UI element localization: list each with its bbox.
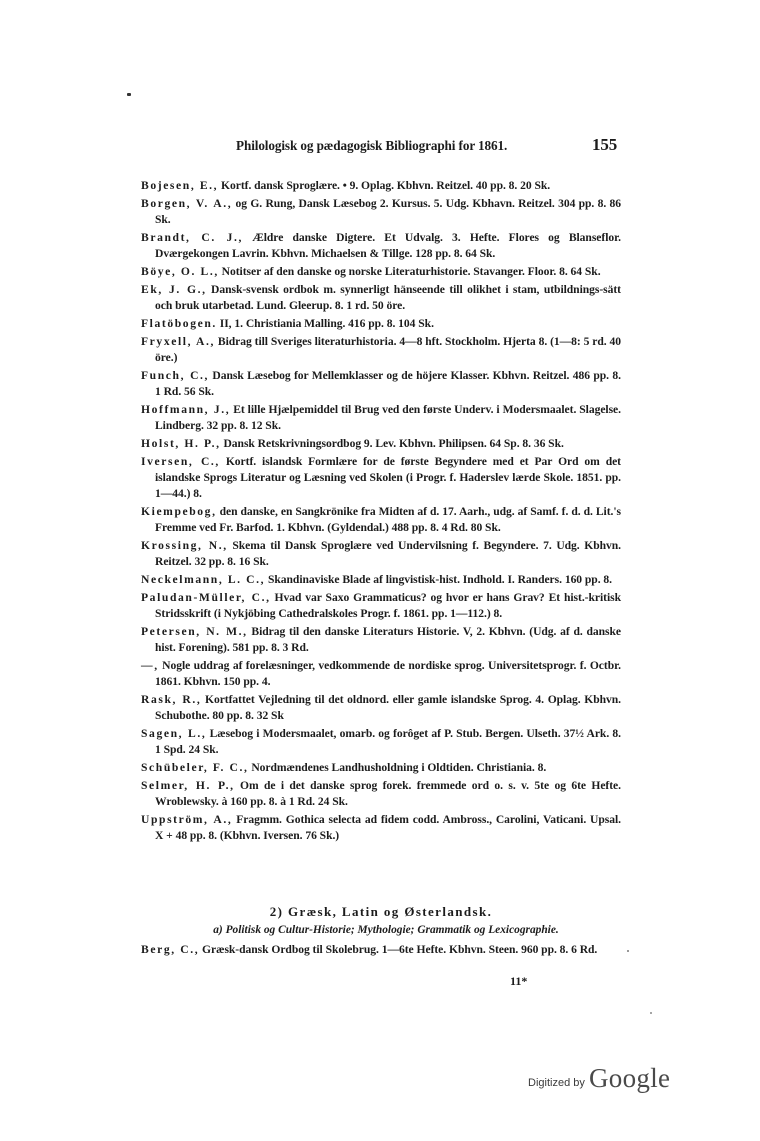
bibliography-entry	[141, 436, 621, 452]
bibliography-entry	[141, 454, 621, 502]
entry-author: Brandt, C. J.,	[141, 231, 244, 244]
bibliography-entry	[141, 196, 621, 228]
bibliography-entry	[141, 504, 621, 536]
entry-text: og G. Rung, Dansk Læsebog 2. Kursus. 5. Udg. Kbhavn. Reitzel. 304 pp. 8. 86 Sk.	[155, 197, 621, 226]
entry-author: Sagen, L.,	[141, 727, 207, 740]
entry-text: Dansk-svensk ordbok m. synnerligt hänseende till olikhet i stam, utbildnings-sätt och bruk utarbetad. Lund. Gleerup. 8. 1 rd. 50 öre.	[155, 283, 621, 312]
entry-text: Fragmm. Gothica selecta ad fidem codd. Ambross., Carolini, Vaticani. Upsal. X + 48 pp. 8. (Kbhvn. Iversen. 76 Sk.)	[155, 813, 621, 842]
entry-text: Skandinaviske Blade af lingvistisk-hist. Indhold. I. Randers. 160 pp. 8.	[265, 573, 612, 586]
watermark-prefix: Digitized by	[528, 1077, 585, 1089]
bibliography-entry	[141, 316, 621, 332]
ink-speck	[627, 950, 629, 952]
entry-author: Petersen, N. M.,	[141, 625, 248, 638]
entry-author: Berg, C.,	[141, 943, 200, 956]
entry-author: Bojesen, E.,	[141, 179, 219, 192]
entry-text: Kortf. islandsk Formlære for de første Begyndere med et Par Ord om det islandske Sprogs Literatur og Læsning ved Skolen (i Progr. f. Haderslev lærde Skole. 1851. pp. 1—44.) 8.	[155, 455, 621, 500]
entry-text: Kortf. dansk Sproglære. • 9. Oplag. Kbhvn. Reitzel. 40 pp. 8. 20 Sk.	[218, 179, 551, 192]
bibliography-list-section-2	[141, 942, 621, 960]
entry-author: Selmer, H. P.,	[141, 779, 235, 792]
bibliography-entry	[141, 658, 621, 690]
entry-text: Dansk Retskrivningsordbog 9. Lev. Kbhvn. Philipsen. 64 Sp. 8. 36 Sk.	[220, 437, 564, 450]
entry-text: den danske, en Sangkrönike fra Midten af d. 17. Aarh., udg. af Samf. f. d. d. Lit.'s Fremme ved Fr. Barfod. 1. Kbhvn. (Gyldendal.) 488 pp. 8. 4 Rd. 80 Sk.	[155, 505, 621, 534]
bibliography-entry	[141, 368, 621, 400]
entry-author: Neckelmann, L. C.,	[141, 573, 266, 586]
google-logo: Google	[589, 1063, 671, 1093]
running-header	[232, 136, 628, 156]
bibliography-entry	[141, 178, 621, 194]
bibliography-entry	[141, 726, 621, 758]
entry-text: Hvad var Saxo Grammaticus? og hvor er hans Grav? Et hist.-kritisk Stridsskrift (i Nykjöbing Cathedralskoles Progr. f. 1861. pp. 1—112.) 8.	[155, 591, 622, 620]
entry-text: Bidrag til den danske Literaturs Historie. V, 2. Kbhvn. (Udg. af d. danske hist. Forening). 581 pp. 8. 3 Rd.	[155, 625, 622, 654]
entry-text: Et lille Hjælpemiddel til Brug ved den første Underv. i Modersmaalet. Slagelse. Lindberg. 32 pp. 8. 12 Sk.	[155, 403, 622, 432]
bibliography-entry	[141, 590, 621, 622]
entry-author: Ek, J. G.,	[141, 283, 207, 296]
entry-author: Uppström, A.,	[141, 813, 233, 826]
entry-text: Læsebog i Modersmaalet, omarb. og forôget af P. Stub. Bergen. Ulseth. 37½ Ark. 8. 1 Spd. 24 Sk.	[155, 727, 621, 756]
entry-author: Kiempebog,	[141, 505, 217, 518]
entry-author: Krossing, N.,	[141, 539, 228, 552]
entry-author: —,	[141, 659, 159, 672]
bibliography-entry	[141, 778, 621, 810]
entry-author: Schübeler, F. C.,	[141, 761, 249, 774]
bibliography-entry	[141, 572, 621, 588]
bibliography-entry	[141, 624, 621, 656]
entry-author: Holst, H. P.,	[141, 437, 221, 450]
page-number: 155	[592, 135, 618, 154]
entry-author: Rask, R.,	[141, 693, 202, 706]
bibliography-entry	[141, 402, 621, 434]
ink-speck	[127, 93, 131, 96]
entry-text: Kortfattet Vejledning til det oldnord. eller gamle islandske Sprog. 4. Oplag. Kbhvn. Schubothe. 80 pp. 8. 32 Sk	[155, 693, 621, 722]
entry-text: II, 1. Christiania Malling. 416 pp. 8. 104 Sk.	[216, 317, 434, 330]
entry-text: Græsk-dansk Ordbog til Skolebrug. 1—6te Hefte. Kbhvn. Steen. 960 pp. 8. 6 Rd.	[199, 943, 598, 956]
signature-mark: 11*	[510, 974, 528, 988]
bibliography-entry	[141, 264, 621, 280]
entry-text: Bidrag till Sveriges literaturhistoria. 4—8 hft. Stockholm. Hjerta 8. (1—8: 5 rd. 40 öre.)	[155, 335, 622, 364]
entry-text: Dansk Læsebog for Mellemklasser og de höjere Klasser. Kbhvn. Reitzel. 486 pp. 8. 1 Rd. 56 Sk.	[155, 369, 621, 398]
bibliography-list	[141, 178, 621, 846]
section-heading: 2) Græsk, Latin og Østerlandsk.	[269, 904, 493, 919]
entry-author: Paludan-Müller, C.,	[141, 591, 271, 604]
bibliography-entry	[141, 334, 621, 366]
entry-text: Nordmændenes Landhusholdning i Oldtiden. Christiania. 8.	[248, 761, 547, 774]
entry-text: Ældre danske Digtere. Et Udvalg. 3. Hefte. Flores og Blanseflor. Dværgekongen Lavrin. Kbhvn. Michaelsen & Tillge. 128 pp. 8. 64 Sk.	[155, 231, 621, 260]
entry-author: Flatöbogen.	[141, 317, 217, 330]
entry-author: Hoffmann, J.,	[141, 403, 231, 416]
bibliography-entry	[141, 942, 621, 958]
entry-author: Böye, O. L.,	[141, 265, 219, 278]
ink-speck	[650, 1012, 652, 1014]
entry-author: Borgen, V. A.,	[141, 197, 233, 210]
bibliography-entry	[141, 230, 621, 262]
digitized-watermark	[528, 1063, 688, 1097]
bibliography-entry	[141, 692, 621, 724]
bibliography-entry	[141, 538, 621, 570]
entry-author: Iversen, C.,	[141, 455, 220, 468]
entry-text: Skema til Dansk Sproglære ved Undervilsning f. Begyndere. 7. Udg. Kbhvn. Reitzel. 32 pp. 8. 16 Sk.	[155, 539, 621, 568]
entry-text: Nogle uddrag af forelæsninger, vedkommende de nordiske sprog. Universitetsprogr. f. Octbr. 1861. Kbhvn. 150 pp. 4.	[155, 659, 621, 688]
bibliography-entry	[141, 282, 621, 314]
subsection-heading: a) Politisk og Cultur-Historie; Mythologie; Grammatik og Lexicographie.	[213, 924, 559, 936]
bibliography-entry	[141, 760, 621, 776]
entry-author: Fryxell, A.,	[141, 335, 215, 348]
entry-text: Notitser af den danske og norske Literaturhistorie. Stavanger. Floor. 8. 64 Sk.	[218, 265, 601, 278]
bibliography-entry	[141, 812, 621, 844]
header-title: Philologisk og pædagogisk Bibliographi for 1861.	[236, 138, 508, 153]
entry-text: Om de i det danske sprog forek. fremmede ord o. s. v. 5te og 6te Hefte. Wroblewsky. à 160 pp. 8. à 1 Rd. 24 Sk.	[155, 779, 621, 808]
entry-author: Funch, C.,	[141, 369, 210, 382]
